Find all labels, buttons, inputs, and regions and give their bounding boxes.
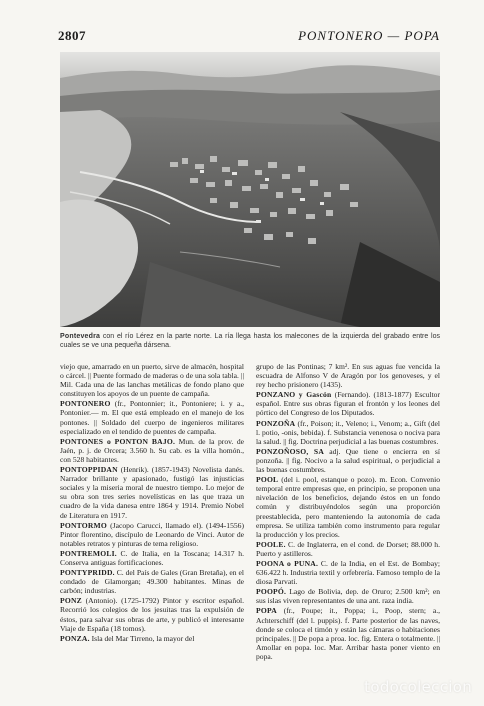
- entry-headword: POOPÓ.: [256, 587, 287, 597]
- entry-headword: PONZ: [60, 596, 82, 606]
- entry-text: (del i. pool, estanque o pozo). m. Econ. Convenio temporal entre empresas que, en principio, se proponen una nivelación de los beneficios, dejando éstos en un fondo común y distribuyéndolos según una proporción preestablecida, pero manteniendo la autonomía de cada empresa. Se utiliza también como instrumento para regular la producción y los precios.: [256, 475, 440, 539]
- entry-headword: POONA o PUNA.: [256, 558, 319, 568]
- dictionary-entry: [60, 521, 244, 548]
- entry-headword: PONTREMOLI.: [60, 548, 117, 558]
- entry-text: (Antonio). (1725-1792) Pintor y escritor español. Recorrió los colegios de los jesuitas tras la expulsión de éstos, para salvar sus obras de arte, y publicó el interesante Viaje de España (18 tomos).: [60, 596, 244, 633]
- entry-text: Isla del Mar Tirreno, la mayor del: [91, 633, 195, 643]
- entry-headword: PONZOÑOSO, SA: [256, 446, 325, 456]
- dictionary-entry: [60, 634, 244, 643]
- entry-text: C. de la India, en el Est. de Bombay; 636.422 h. Industria textil y orfebrería. Famoso templo de la diosa Parvati.: [256, 558, 440, 587]
- dictionary-entry: [256, 606, 440, 661]
- running-head: PONTONERO — POPA: [298, 28, 440, 43]
- page-header: [58, 28, 440, 46]
- entry-text: viejo que, amarrado en un puerto, sirve de almacén, hospital o cárcel. || Puente formado de maderas o de una sola tabla. || Mil. Cada una de las lanchas metálicas de fondo plano que constituyen los apoyos de un puente de campaña.: [60, 362, 244, 399]
- dictionary-entry: [60, 549, 244, 567]
- photo-caption: [60, 332, 440, 350]
- entry-text: adj. Que tiene o encierra en sí ponzoña. || fig. Nocivo a la salud espiritual, o perjudicial a las buenas costumbres.: [256, 446, 440, 475]
- dictionary-entry: [256, 587, 440, 605]
- entry-headword: PONZA.: [60, 633, 90, 643]
- entry-headword: POPA: [256, 606, 277, 616]
- entry-text: Mun. de la prov. de Jaén, p. j. de Orcera; 3.560 h. Su cab. es la villa homón., con 528 habitantes.: [60, 436, 244, 464]
- dictionary-entry: [256, 390, 440, 417]
- dictionary-entry: [256, 540, 440, 558]
- entry-headword: POOL: [256, 475, 279, 485]
- entry-text: (Henrik). (1857-1943) Novelista danés. Narrador brillante y apasionado, fustigó las injusticias sociales y la miseria moral de nuestro tiempo. Lo mejor de su obra son tres series novelísticas en las que traza un cuadro de la vida danesa entre 1864 y 1914. Premio Nobel de Literatura en 1917.: [60, 465, 244, 520]
- dictionary-entry: [60, 568, 244, 595]
- watermark: todocoleccion: [364, 678, 472, 696]
- entry-text: C. de Italia, en la Toscana; 14.317 h. Conserva antiguas fortificaciones.: [60, 548, 244, 567]
- dictionary-entry: [256, 362, 440, 389]
- dictionary-entry: [256, 447, 440, 474]
- dictionary-entry: [256, 475, 440, 539]
- entry-headword: PONZOÑA: [256, 418, 296, 428]
- dictionary-entry: [60, 399, 244, 435]
- entry-headword: PONTORMO: [60, 520, 108, 530]
- dictionary-entry: [256, 559, 440, 586]
- entry-text: C. del País de Gales (Gran Bretaña), en el condado de Glamorgan; 49.300 habitantes. Minas de carbón; industrias.: [60, 568, 244, 596]
- dictionary-columns: [60, 362, 440, 672]
- dictionary-entry: [60, 437, 244, 464]
- dictionary-entry: [60, 362, 244, 398]
- entry-text: (Fernando). (1813-1877) Escultor español. Entre sus obras figuran el frontón y los leones del pórtico del Congreso de los Diputados.: [256, 390, 440, 418]
- photo-image: [60, 52, 440, 327]
- dictionary-entry: [256, 419, 440, 446]
- caption-lead: Pontevedra: [60, 333, 101, 340]
- left-column: [60, 362, 244, 672]
- entry-headword: PONTONES o PONTON BAJO.: [60, 436, 176, 446]
- pontevedra-aerial-photo: [60, 52, 440, 327]
- dictionary-entry: [60, 465, 244, 520]
- entry-text: grupo de las Pontinas; 7 km². En sus aguas fue vencida la escuadra de Alfonso V de Aragón por los genoveses, y el rey hecho prisionero (1435).: [256, 362, 440, 390]
- entry-headword: PONTONERO: [60, 399, 111, 409]
- page-number: 2807: [58, 28, 86, 43]
- entry-headword: PONZANO y Gascón: [256, 390, 332, 400]
- right-column: [256, 362, 440, 672]
- entry-text: (fr., Pontonnier; it., Pontoniere; i. y a., Pontonier.— m. El que está empleado en el manejo de los pontones. || Soldado del cuerpo de ingenieros militares especializado en el tendido de puentes de campaña.: [60, 399, 244, 436]
- entry-headword: POOLE.: [256, 539, 286, 549]
- entry-text: Lago de Bolivia, dep. de Oruro; 2.500 km²; en sus islas viven representantes de una ant. raza india.: [256, 587, 440, 606]
- entry-text: C. de Inglaterra, en el cond. de Dorset; 88.000 h. Puerto y astilleros.: [256, 539, 440, 558]
- entry-text: (Jacopo Carucci, llamado el). (1494-1556) Pintor florentino, discípulo de Leonardo de Vinci. Autor de notables retratos y pinturas de tema religioso.: [60, 520, 244, 548]
- dictionary-entry: [60, 596, 244, 632]
- entry-headword: PONTYPRIDD.: [60, 568, 115, 578]
- caption-text: con el río Lérez en la parte norte. La ría llega hasta los malecones de la izquierda del grabado entre los cuales se ve una pequeña dársena.: [60, 333, 440, 349]
- entry-text: (fr., Poison; it., Veleno; i., Venom; a., Gift (del l. potio, -onis, bebida). f. Substancia venenosa o nociva para la salud. || fig. Doctrina perjudicial a las buenas costumbres.: [256, 418, 440, 446]
- entry-headword: PONTOPPIDAN: [60, 465, 118, 475]
- entry-text: (fr., Poupe; it., Poppa; i., Poop, stern; a., Achterschiff (del l. puppis). f. Parte posterior de las naves, donde se coloca el timón y están las cámaras o habitaciones principales. || De popa a proa. loc. fig. Entera o totalmente. || Amollar en popa. loc. Mar. Arribar hasta poner viento en popa.: [256, 606, 440, 661]
